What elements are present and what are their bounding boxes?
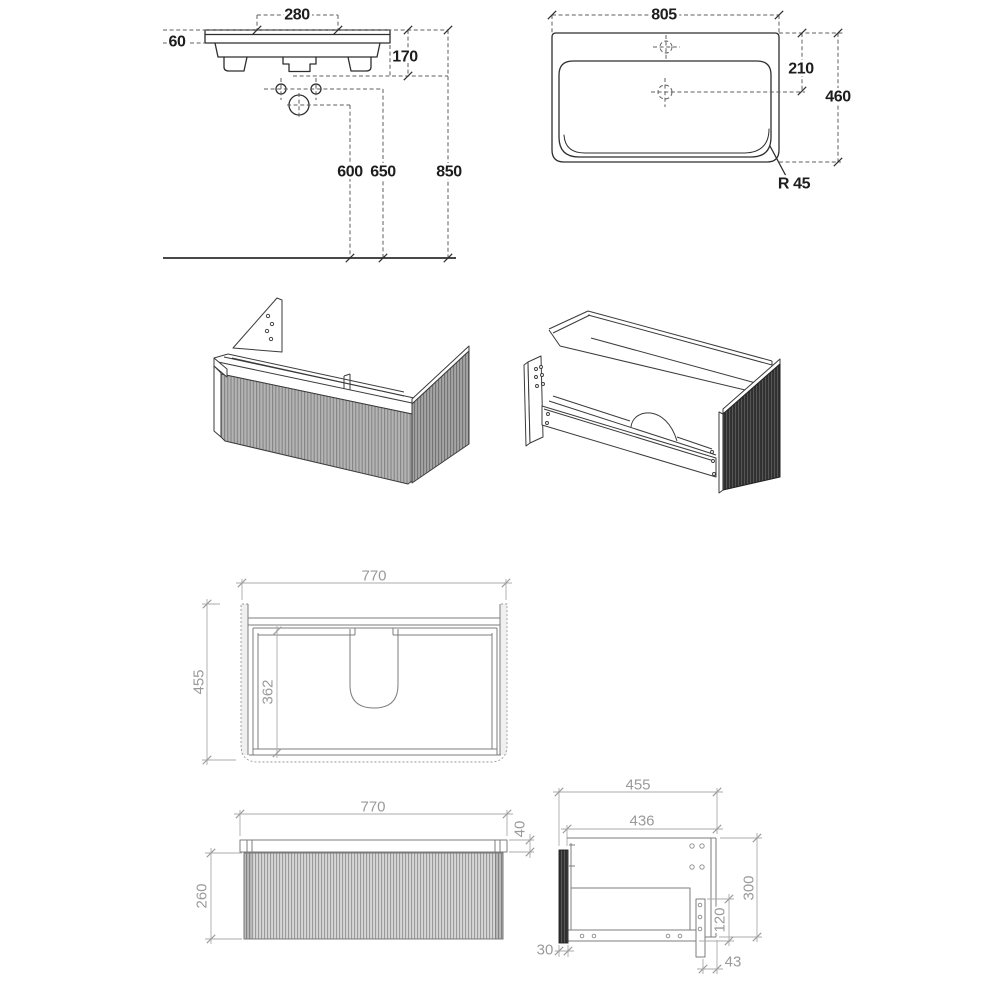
bracket-hole	[698, 927, 702, 931]
view-cabinet-rear-elevation	[191, 568, 513, 766]
dim-inner-height: 362	[259, 679, 277, 705]
dim-corner-radius: R 45	[777, 175, 811, 193]
dim-cabinet-height: 300	[740, 875, 758, 901]
mounting-hole	[541, 374, 544, 377]
drawer-box	[571, 888, 690, 930]
dim-drain-offset: 210	[788, 60, 814, 78]
bracket-hole	[698, 915, 702, 919]
mounting-hole	[700, 844, 704, 848]
dim-supply-height: 650	[370, 163, 396, 181]
plumbing-cutout	[350, 685, 398, 708]
dim-top-height: 850	[436, 163, 462, 181]
view-cabinet-3d-back	[524, 311, 780, 493]
basin-bowl-edge	[559, 61, 771, 157]
dim-front-thickness: 30	[536, 941, 554, 959]
dim-top-rail-height: 40	[511, 820, 529, 838]
mounting-hole	[535, 376, 538, 379]
dim-inner-depth: 436	[629, 812, 655, 830]
dim-basin-width: 805	[651, 6, 677, 24]
waste-trap-pipe	[289, 95, 309, 115]
view-cabinet-3d-front	[214, 298, 469, 484]
view-cabinet-side-section	[537, 777, 762, 975]
dim-cabinet-depth: 455	[625, 776, 651, 794]
fluted-drawer-front-dark	[723, 364, 780, 490]
basin-foot-left	[224, 57, 247, 71]
mounting-hole	[540, 366, 543, 369]
basin-body	[215, 43, 380, 57]
mounting-hole	[266, 314, 269, 317]
dim-tap-spacing: 280	[284, 6, 310, 24]
bracket-hole	[698, 903, 702, 907]
mounting-hole	[265, 329, 268, 332]
dim-basin-depth: 460	[825, 88, 851, 106]
mounting-hole	[542, 383, 545, 386]
side-panel-right	[500, 604, 507, 755]
dim-cabinet-height: 455	[190, 669, 208, 695]
fluted-drawer-front	[244, 853, 503, 939]
view-basin-plan	[548, 7, 851, 193]
mounting-hole	[535, 368, 538, 371]
mounting-hole	[269, 337, 272, 340]
mounting-hole	[536, 385, 539, 388]
screw-hole	[580, 934, 584, 938]
mounting-hole	[690, 865, 694, 869]
top-rail	[240, 840, 507, 852]
basin-rim	[205, 30, 390, 43]
screw-hole	[592, 934, 596, 938]
dim-bracket-height: 120	[711, 907, 729, 933]
fluted-front-edge	[559, 850, 568, 943]
carcass-back-wall	[588, 311, 772, 361]
dim-drawer-front-height: 260	[193, 883, 211, 909]
view-cabinet-front-elevation	[194, 799, 535, 945]
screw-hole	[547, 413, 550, 416]
mounting-hole	[700, 865, 704, 869]
wall-mount-back-panel	[233, 298, 282, 352]
dim-drain-height: 600	[337, 163, 363, 181]
dim-rim-height: 60	[168, 33, 186, 51]
view-basin-side-elevation	[163, 7, 462, 263]
mounting-hole	[690, 844, 694, 848]
side-panel-left	[241, 604, 248, 755]
dim-bracket-offset: 43	[724, 953, 742, 971]
basin-foot-right	[348, 57, 371, 71]
dim-basin-height: 170	[392, 48, 418, 66]
screw-hole	[713, 473, 716, 476]
basin-outer-edge	[552, 33, 779, 162]
screw-hole	[712, 460, 715, 463]
screw-hole	[546, 422, 549, 425]
screw-hole	[711, 451, 714, 454]
basin-drain-boss	[283, 57, 316, 72]
screw-hole	[678, 934, 682, 938]
mounting-hole	[270, 322, 273, 325]
screw-hole	[666, 934, 670, 938]
dim-cabinet-width: 770	[361, 567, 387, 585]
dim-cabinet-width: 770	[360, 798, 386, 816]
fluted-side-panel	[412, 351, 469, 483]
